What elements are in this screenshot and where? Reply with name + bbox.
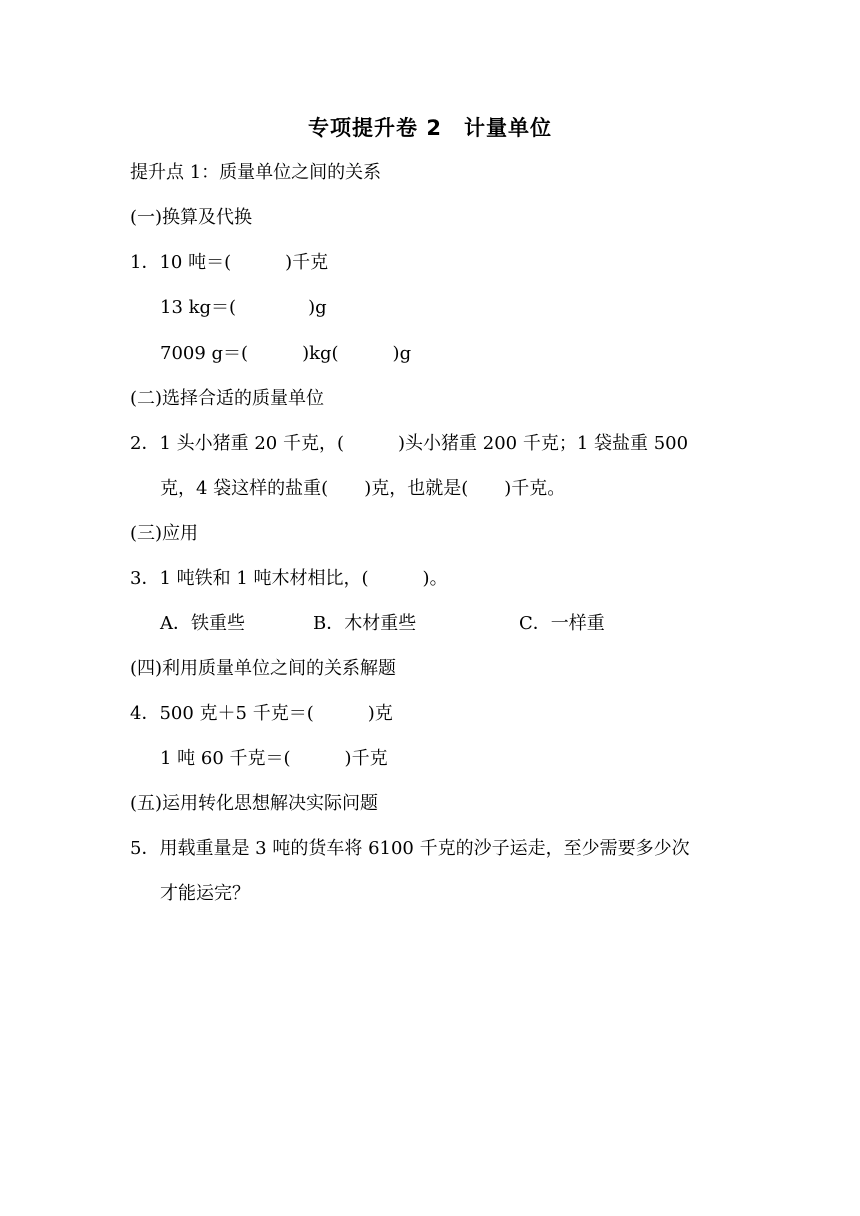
- question-3-option-a: A．铁重些: [160, 613, 245, 634]
- question-2-line-1: 2．1 头小猪重 20 千克，( )头小猪重 200 千克；1 袋盐重 500: [130, 433, 689, 454]
- question-4-line-1: 4．500 克＋5 千克＝( )克: [130, 703, 393, 724]
- question-5-line-2: 才能运完？: [160, 883, 250, 904]
- question-1-line-1: 1．10 吨＝( )千克: [130, 252, 329, 273]
- question-2-line-2: 克，4 袋这样的盐重( )克，也就是( )千克。: [160, 478, 566, 499]
- page-title: 专项提升卷 2 计量单位: [308, 116, 552, 140]
- section-heading-3: (三)应用: [130, 523, 199, 544]
- question-3-option-c: C．一样重: [519, 613, 605, 634]
- question-1-line-2: 13 kg＝( )g: [160, 297, 327, 318]
- section-heading-1: (一)换算及代换: [130, 207, 253, 228]
- question-5-line-1: 5．用载重量是 3 吨的货车将 6100 千克的沙子运走，至少需要多少次: [130, 838, 690, 859]
- question-3-option-b: B．木材重些: [313, 613, 417, 634]
- question-4-line-2: 1 吨 60 千克＝( )千克: [160, 748, 388, 769]
- improvement-point-heading: 提升点 1：质量单位之间的关系: [130, 162, 382, 183]
- question-3: 3．1 吨铁和 1 吨木材相比，( )。: [130, 568, 448, 589]
- question-1-line-3: 7009 g＝( )kg( )g: [160, 343, 412, 364]
- section-heading-4: (四)利用质量单位之间的关系解题: [130, 658, 397, 679]
- section-heading-2: (二)选择合适的质量单位: [130, 388, 325, 409]
- section-heading-5: (五)运用转化思想解决实际问题: [130, 793, 379, 814]
